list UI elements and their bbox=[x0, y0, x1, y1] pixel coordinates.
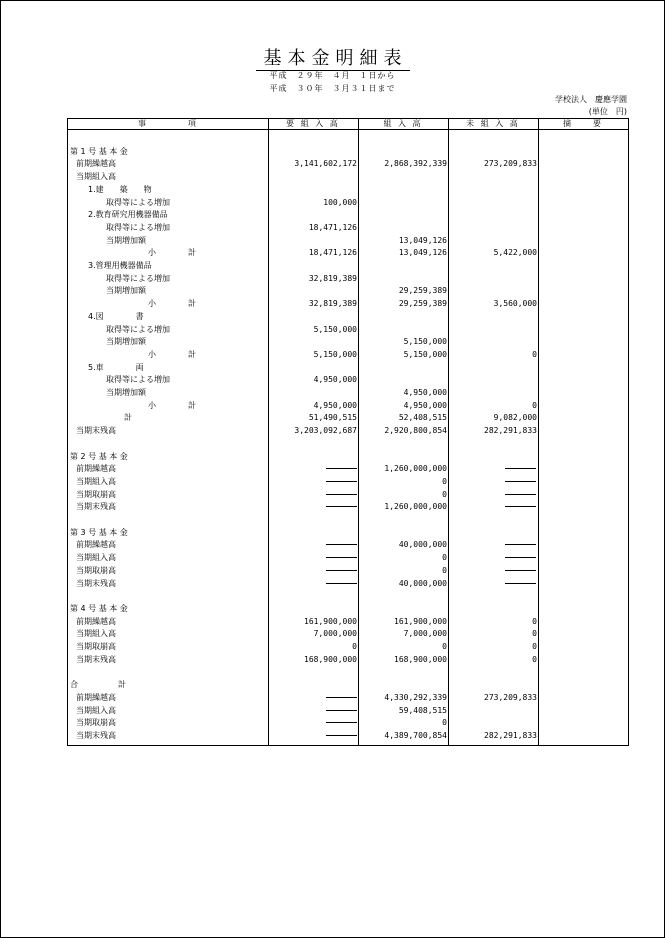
dash-mark bbox=[505, 494, 536, 495]
amount-cell: 3,203,092,687 bbox=[294, 426, 357, 436]
table-row bbox=[68, 627, 628, 640]
period-end: 平成 ３０年 ３月３１日まで bbox=[269, 84, 396, 93]
table-row bbox=[68, 259, 628, 272]
table-row bbox=[68, 437, 628, 450]
row-label: 前期繰越高 bbox=[76, 616, 116, 626]
table-row bbox=[68, 462, 628, 475]
table-row bbox=[68, 373, 628, 386]
header-required: 要 組 入 高 bbox=[286, 119, 340, 128]
row-label: 4.図 書 bbox=[88, 311, 144, 321]
table-row bbox=[68, 297, 628, 310]
dash-mark bbox=[505, 468, 536, 469]
dash-mark bbox=[326, 544, 357, 545]
table-row bbox=[68, 399, 628, 412]
amount-cell: 273,209,833 bbox=[484, 159, 537, 169]
amount-cell: 29,259,389 bbox=[398, 299, 447, 309]
table-row bbox=[68, 691, 628, 704]
table-row bbox=[68, 310, 628, 323]
amount-cell: 2,868,392,339 bbox=[384, 159, 447, 169]
row-label: 小 計 bbox=[148, 349, 196, 359]
amount-cell: 3,560,000 bbox=[493, 299, 537, 309]
row-label: 計 bbox=[124, 413, 132, 423]
row-label: 前期繰越高 bbox=[76, 464, 116, 474]
amount-cell: 13,049,126 bbox=[398, 235, 447, 245]
amount-cell: 282,291,833 bbox=[484, 730, 537, 740]
table-row bbox=[68, 577, 628, 590]
amount-cell: 161,900,000 bbox=[394, 616, 447, 626]
row-label: 1.建 築 物 bbox=[88, 184, 152, 194]
header-divider bbox=[68, 129, 628, 130]
amount-cell: 32,819,389 bbox=[308, 299, 357, 309]
amount-cell: 40,000,000 bbox=[398, 578, 447, 588]
amount-cell: 0 bbox=[532, 616, 537, 626]
table-row bbox=[68, 653, 628, 666]
table-row bbox=[68, 208, 628, 221]
dash-mark bbox=[326, 570, 357, 571]
row-label: 当期増加額 bbox=[106, 388, 146, 397]
row-label: 合 計 bbox=[70, 680, 126, 690]
table-row bbox=[68, 196, 628, 209]
row-label: 第 2 号 基 本 金 bbox=[70, 451, 128, 461]
period-start: 平成 ２９年 ４月 １日から bbox=[269, 71, 396, 80]
row-label: 当期末残高 bbox=[76, 502, 116, 512]
row-label: 取得等による増加 bbox=[106, 273, 170, 283]
row-label: 取得等による増加 bbox=[106, 222, 170, 232]
unit-label: (単位 円) bbox=[588, 107, 627, 116]
row-label: 当期末残高 bbox=[76, 654, 116, 664]
organization-name: 学校法人 慶應学園 bbox=[555, 95, 627, 104]
row-label: 前期繰越高 bbox=[76, 540, 116, 550]
table-row bbox=[68, 602, 628, 615]
row-label: 第 4 号 基 本 金 bbox=[70, 603, 128, 613]
dash-mark bbox=[505, 583, 536, 584]
dash-mark bbox=[326, 481, 357, 482]
dash-mark bbox=[326, 506, 357, 507]
table-row bbox=[68, 589, 628, 602]
table-row bbox=[68, 361, 628, 374]
row-label: 取得等による増加 bbox=[106, 197, 170, 207]
table-row bbox=[68, 729, 628, 742]
page-title bbox=[0, 44, 665, 70]
title-text: 基本金明細表 bbox=[256, 48, 410, 71]
table-row bbox=[68, 513, 628, 526]
row-label: 当期増加額 bbox=[106, 286, 146, 296]
header-item: 事 項 bbox=[138, 119, 198, 128]
row-label: 当期組入高 bbox=[76, 705, 116, 715]
endowment-table bbox=[67, 118, 629, 746]
header-unincorporated: 未 組 入 高 bbox=[466, 119, 520, 128]
amount-cell: 18,471,126 bbox=[308, 222, 357, 232]
table-row bbox=[68, 538, 628, 551]
table-row bbox=[68, 234, 628, 247]
row-label: 2.教育研究用機器備品 bbox=[88, 210, 168, 220]
table-row bbox=[68, 183, 628, 196]
amount-cell: 5,150,000 bbox=[403, 337, 447, 347]
row-label: 第 1 号 基 本 金 bbox=[70, 146, 128, 156]
amount-cell: 32,819,389 bbox=[308, 273, 357, 283]
table-row bbox=[68, 335, 628, 348]
table-row bbox=[68, 615, 628, 628]
table-row bbox=[68, 665, 628, 678]
row-label: 当期増加額 bbox=[106, 337, 146, 347]
header-remarks: 摘 要 bbox=[563, 119, 603, 128]
table-row bbox=[68, 475, 628, 488]
row-label: 5.車 両 bbox=[88, 362, 144, 372]
dash-mark bbox=[326, 557, 357, 558]
amount-cell: 4,950,000 bbox=[313, 375, 357, 385]
amount-cell: 5,422,000 bbox=[493, 248, 537, 258]
row-label: 取得等による増加 bbox=[106, 375, 170, 385]
dash-mark bbox=[505, 570, 536, 571]
row-label: 当期取崩高 bbox=[76, 489, 116, 499]
table-row bbox=[68, 132, 628, 145]
amount-cell: 273,209,833 bbox=[484, 692, 537, 702]
amount-cell: 4,950,000 bbox=[403, 400, 447, 410]
table-row bbox=[68, 272, 628, 285]
row-label: 当期末残高 bbox=[76, 426, 116, 436]
amount-cell: 9,082,000 bbox=[493, 413, 537, 423]
dash-mark bbox=[505, 557, 536, 558]
row-label: 当期組入高 bbox=[76, 476, 116, 486]
amount-cell: 4,330,292,339 bbox=[384, 692, 447, 702]
row-label: 当期取崩高 bbox=[76, 565, 116, 575]
dash-mark bbox=[505, 481, 536, 482]
row-label: 小 計 bbox=[148, 400, 196, 410]
amount-cell: 0 bbox=[442, 718, 447, 728]
amount-cell: 40,000,000 bbox=[398, 540, 447, 550]
dash-mark bbox=[326, 735, 357, 736]
amount-cell: 0 bbox=[532, 629, 537, 639]
table-row bbox=[68, 221, 628, 234]
table-row bbox=[68, 678, 628, 691]
amount-cell: 51,490,515 bbox=[308, 413, 357, 423]
row-label: 小 計 bbox=[148, 299, 196, 309]
table-row bbox=[68, 551, 628, 564]
dash-mark bbox=[505, 506, 536, 507]
table-row bbox=[68, 526, 628, 539]
amount-cell: 161,900,000 bbox=[304, 616, 357, 626]
row-label: 前期繰越高 bbox=[76, 692, 116, 702]
table-row bbox=[68, 170, 628, 183]
amount-cell: 2,920,800,854 bbox=[384, 426, 447, 436]
amount-cell: 13,049,126 bbox=[398, 248, 447, 258]
dash-mark bbox=[326, 494, 357, 495]
amount-cell: 29,259,389 bbox=[398, 286, 447, 296]
table-row bbox=[68, 323, 628, 336]
table-row bbox=[68, 424, 628, 437]
amount-cell: 100,000 bbox=[323, 197, 357, 207]
dash-mark bbox=[326, 583, 357, 584]
amount-cell: 52,408,515 bbox=[398, 413, 447, 423]
row-label: 当期取崩高 bbox=[76, 642, 116, 651]
row-label: 3.管理用機器備品 bbox=[88, 261, 152, 270]
dash-mark bbox=[326, 710, 357, 711]
amount-cell: 0 bbox=[442, 489, 447, 499]
amount-cell: 4,950,000 bbox=[403, 388, 447, 397]
table-row bbox=[68, 716, 628, 729]
table-row bbox=[68, 246, 628, 259]
amount-cell: 7,000,000 bbox=[313, 629, 357, 639]
amount-cell: 0 bbox=[442, 553, 447, 563]
row-label: 前期繰越高 bbox=[76, 159, 116, 169]
amount-cell: 0 bbox=[442, 642, 447, 651]
amount-cell: 0 bbox=[442, 476, 447, 486]
amount-cell: 0 bbox=[532, 654, 537, 664]
table-row bbox=[68, 500, 628, 513]
amount-cell: 59,408,515 bbox=[398, 705, 447, 715]
header-incorporated: 組 入 高 bbox=[383, 119, 423, 128]
table-row bbox=[68, 145, 628, 158]
dash-mark bbox=[326, 697, 357, 698]
row-label: 当期組入高 bbox=[76, 553, 116, 563]
dash-mark bbox=[326, 722, 357, 723]
amount-cell: 0 bbox=[352, 642, 357, 651]
table-row bbox=[68, 704, 628, 717]
amount-cell: 5,150,000 bbox=[313, 324, 357, 334]
row-label: 小 計 bbox=[148, 248, 196, 258]
row-label: 当期末残高 bbox=[76, 730, 116, 740]
table-row bbox=[68, 157, 628, 170]
row-label: 当期増加額 bbox=[106, 235, 146, 245]
dash-mark bbox=[326, 468, 357, 469]
table-row bbox=[68, 411, 628, 424]
amount-cell: 1,260,000,000 bbox=[384, 502, 447, 512]
table-row bbox=[68, 284, 628, 297]
row-label: 取得等による増加 bbox=[106, 324, 170, 334]
table-row bbox=[68, 348, 628, 361]
amount-cell: 0 bbox=[532, 400, 537, 410]
dash-mark bbox=[505, 544, 536, 545]
amount-cell: 282,291,833 bbox=[484, 426, 537, 436]
row-label: 当期末残高 bbox=[76, 578, 116, 588]
amount-cell: 4,389,700,854 bbox=[384, 730, 447, 740]
amount-cell: 4,950,000 bbox=[313, 400, 357, 410]
amount-cell: 7,000,000 bbox=[403, 629, 447, 639]
table-row bbox=[68, 386, 628, 399]
table-row bbox=[68, 450, 628, 463]
amount-cell: 3,141,602,172 bbox=[294, 159, 357, 169]
row-label: 当期組入高 bbox=[76, 172, 116, 182]
table-row bbox=[68, 564, 628, 577]
amount-cell: 1,260,000,000 bbox=[384, 464, 447, 474]
row-label: 第 3 号 基 本 金 bbox=[70, 527, 128, 537]
amount-cell: 0 bbox=[442, 565, 447, 575]
table-row bbox=[68, 488, 628, 501]
amount-cell: 18,471,126 bbox=[308, 248, 357, 258]
amount-cell: 0 bbox=[532, 349, 537, 359]
amount-cell: 168,900,000 bbox=[394, 654, 447, 664]
row-label: 当期取崩高 bbox=[76, 718, 116, 728]
table-row bbox=[68, 640, 628, 653]
amount-cell: 0 bbox=[532, 642, 537, 651]
amount-cell: 168,900,000 bbox=[304, 654, 357, 664]
amount-cell: 5,150,000 bbox=[313, 349, 357, 359]
amount-cell: 5,150,000 bbox=[403, 349, 447, 359]
row-label: 当期組入高 bbox=[76, 629, 116, 639]
